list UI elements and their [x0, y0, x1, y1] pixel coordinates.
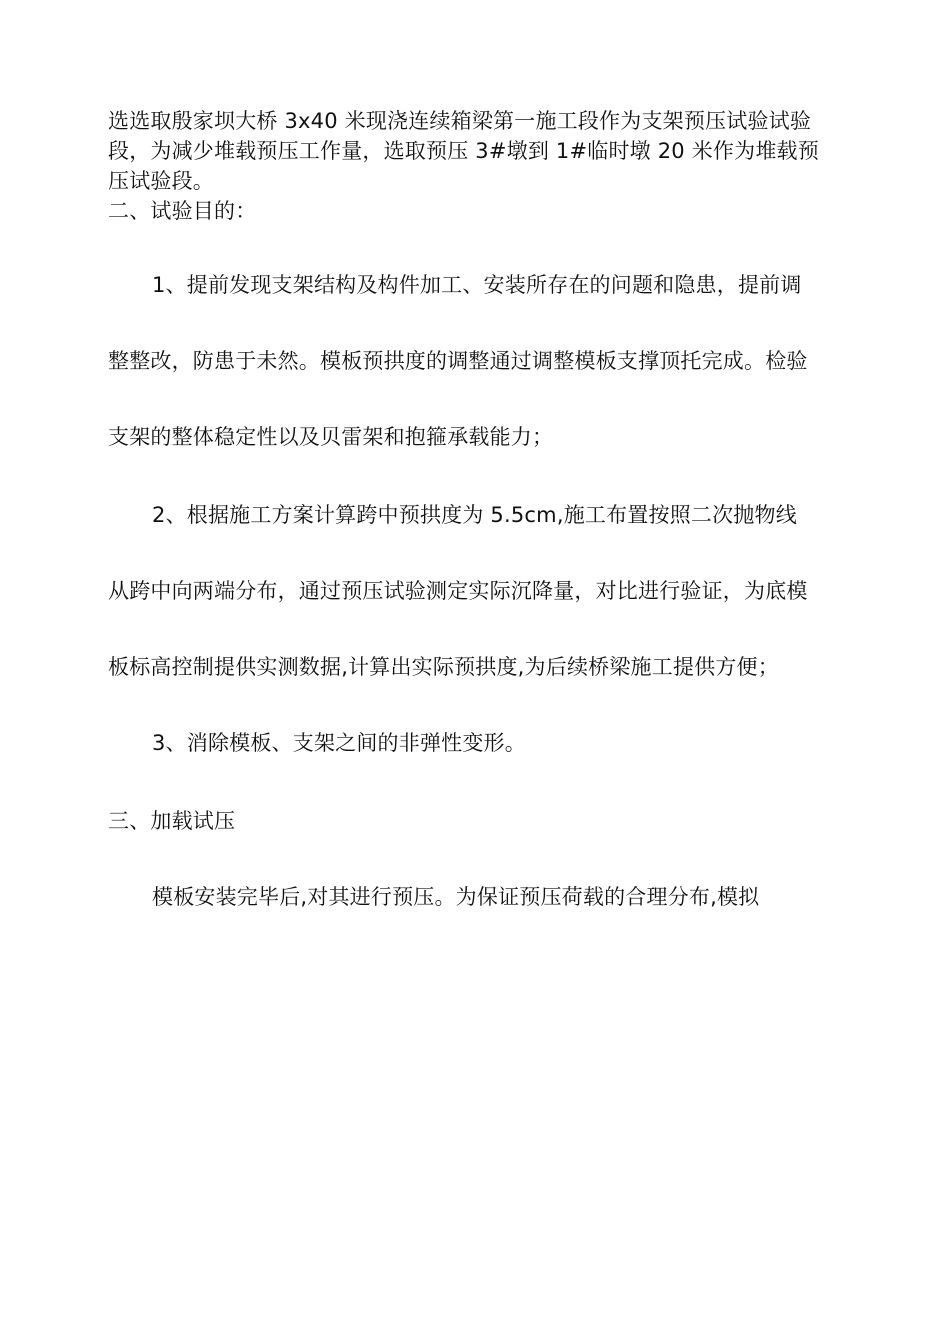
section2-heading: 二、试验目的：: [108, 199, 257, 223]
item1-line-3: 支架的整体稳定性以及贝雷架和抱箍承载能力；: [108, 425, 554, 449]
item1-line-1: 1、提前发现支架结构及构件加工、安装所存在的问题和隐患，提前调: [152, 273, 802, 297]
item2-line-1: 2、根据施工方案计算跨中预拱度为 5.5cm,施工布置按照二次抛物线: [152, 503, 797, 527]
section3-para1-line-1: 模板安装完毕后,对其进行预压。为保证预压荷载的合理分布,模拟: [152, 885, 760, 909]
intro-line-1: 选选取殷家坝大桥 3x40 米现浇连续箱梁第一施工段作为支架预压试验试验: [108, 109, 812, 133]
item3-line-1: 3、消除模板、支架之间的非弹性变形。: [152, 731, 526, 755]
item2-line-3: 板标高控制提供实测数据,计算出实际预拱度,为后续桥梁施工提供方便；: [108, 655, 779, 679]
intro-line-2: 段，为减少堆载预压工作量，选取预压 3#墩到 1#临时墩 20 米作为堆载预: [108, 139, 819, 163]
section3-heading: 三、加载试压: [108, 809, 236, 833]
item1-line-2: 整整改，防患于未然。模板预拱度的调整通过调整模板支撑顶托完成。检验: [108, 349, 808, 373]
intro-line-3: 压试验段。: [108, 169, 214, 193]
item2-line-2: 从跨中向两端分布，通过预压试验测定实际沉降量，对比进行验证，为底模: [108, 579, 808, 603]
